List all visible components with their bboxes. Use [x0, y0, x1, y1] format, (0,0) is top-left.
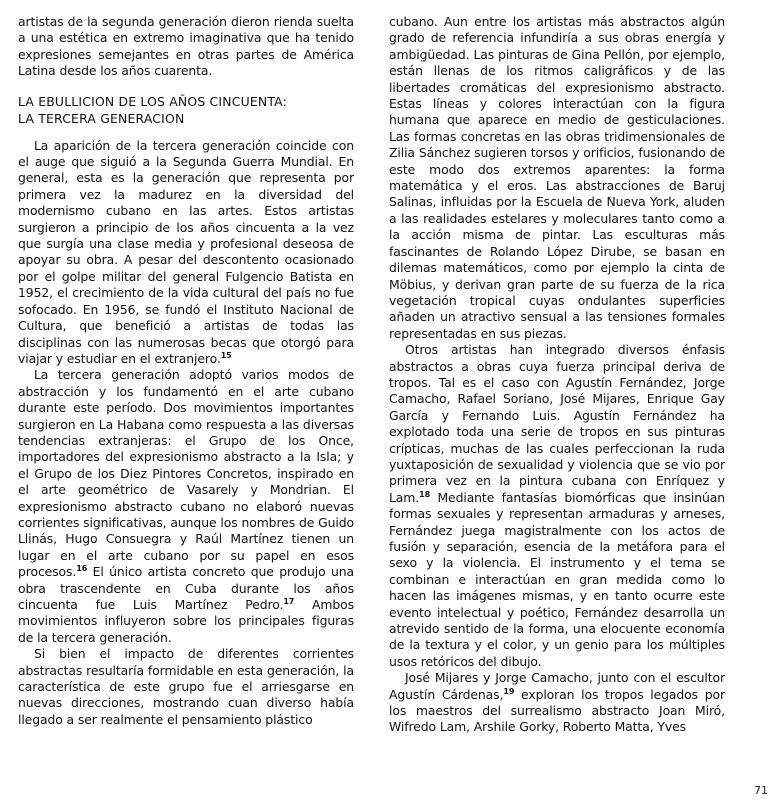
- paragraph: [18, 138, 354, 368]
- paragraph-text: cubano. Aun entre los artistas más abstractos algún grado de referencia infundiría a sus obras energía y ambigüedad. Las pinturas de Gina Pellón, por ejemplo, están llenas de los ritmos caligráficos y de las libertades cromáticas del expresionismo abstracto. Estas líneas y colores interactúan con la figura humana que aparece en medio de gesticulaciones. Las formas concretas en las obras tridimensionales de Zilia Sánchez sugieren torsos y orificios, fusionando de este modo dos extremos aparentes: la forma matemática y el eros. Las abstracciones de Baruj Salinas, influidas por la Escuela de Nueva York, aluden a las realidades estelares y moleculares tanto como a la acción misma de pintar. Las esculturas más fascinantes de Rolando López Dirube, se basan en dilemas matemáticos, como por ejemplo la cinta de Möbius, y derivan gran parte de su fuerza de la rica vegetación tropical cuyas ondulantes superficies añaden un atractivo sensual a las tensiones formales representadas en sus piezas.: [389, 14, 725, 341]
- paragraph-text: José Mijares y Jorge Camacho, junto con el escultor Agustín Cárdenas,: [389, 670, 725, 702]
- paragraph: [389, 14, 725, 342]
- page-number: 71: [754, 784, 768, 797]
- paragraph-text: Ambos movimientos influyeron sobre los principales figuras de la tercera generación.: [18, 597, 354, 645]
- intro-paragraph: artistas de la segunda generación dieron rienda suelta a una estética en extremo imaginativa que ha tenido expresiones semejantes en otras partes de América Latina desde los años cuarenta.: [18, 14, 354, 79]
- left-column: [18, 14, 354, 728]
- paragraph-text: La aparición de la tercera generación coincide con el auge que siguió a la Segunda Guerra Mundial. En general, esta es la generación que representa por primera vez la madurez en la diversidad del modernismo cubano en las artes. Estos artistas surgieron a principio de los años cincuenta a la vez que surgía una clase media y profesional deseosa de apoyar su obra. A pesar del descontento ocasionado por el golpe militar del general Fulgencio Batista en 1952, el crecimiento de la vida cultural del país no fue sofocado. En 1956, se fundó el Instituto Nacional de Cultura, que benefició a artistas de todas las disciplinas con las numerosas becas que otorgó para viajar y estudiar en el extranjero.: [18, 137, 354, 366]
- footnote-ref[interactable]: 18: [419, 489, 431, 499]
- footnote-ref[interactable]: 16: [76, 564, 88, 574]
- paragraph: [389, 342, 725, 670]
- section-heading-line-1: LA EBULLICION DE LOS AÑOS CINCUENTA:: [18, 93, 287, 109]
- paragraph-text: Si bien el impacto de diferentes corrientes abstractas resultaría formidable en esta generación, la característica de este grupo fue el arriesgarse en nuevas direcciones, mostrando cuan diverso había llegado a ser realmente el pensamiento plástico: [18, 646, 354, 727]
- footnote-ref[interactable]: 15: [220, 350, 232, 360]
- paragraph-text: exploran los tropos legados por los maestros del surrealismo abstracto Joan Miró, Wifredo Lam, Arshile Gorky, Roberto Matta, Yves: [389, 686, 725, 735]
- section-heading-line-2: LA TERCERA GENERACION: [18, 110, 185, 126]
- paragraph-text: Otros artistas han integrado diversos énfasis abstractos a obras cuya fuerza principal deriva de tropos. Tal es el caso con Agustín Fernández, Jorge Camacho, Rafael Soriano, José Mijares, Enrique Gay García y Fernando Luis. Agustín Fernández ha explotado toda una serie de tropos en sus pinturas crípticas, muchas de las cuales perfeccionan la ruda yuxtaposición de sexualidad y violencia que se vio por primera vez en la pintura cubana con Enríquez y Lam.: [389, 342, 725, 505]
- footnote-ref[interactable]: 19: [503, 686, 515, 696]
- paragraph-text: Mediante fantasías biomórficas que insinúan formas sexuales y representan armaduras y arneses, Fernández juega magistralmente con los actos de fusión y separación, esencia de la metáfora para el sexo y la violencia. El instrumento y el tema se combinan e interactúan en gran medida como lo hacen las imágenes mismas, y en tanto ocurre este evento intelectual y poético, Fernández desarrolla un atrevido sentido de la forma, una elocuente economía de la textura y el color, y un genio para los múltiples usos retóricos del dibujo.: [389, 489, 725, 669]
- section-heading: [18, 93, 354, 127]
- footnote-ref[interactable]: 17: [283, 597, 295, 606]
- paragraph-text: El único artista concreto que produjo una obra trascendente en Cuba durante los años cincuenta fue Luis Martínez Pedro.: [18, 564, 354, 612]
- paragraph: [18, 367, 354, 646]
- right-column: [389, 14, 725, 736]
- paragraph: [389, 670, 725, 736]
- paragraph-text: La tercera generación adoptó varios modos de abstracción y los fundamentó en el arte cubano durante este período. Dos movimientos importantes surgieron en La Habana como respuesta a las diversas tendencias extranjeras: el Grupo de los Once, importadores del expresionismo abstracto a la Isla; y el Grupo de los Diez Pintores Concretos, inspirado en el arte geométrico de Vasarely y Mondrian. El expresionismo abstracto cubano no elaboró nuevas corrientes significativas, aunque los nombres de Guido Llinás, Hugo Consuegra y Raúl Martínez tienen un lugar en el arte cubano por su papel en esos procesos.: [18, 367, 354, 580]
- paragraph: [18, 646, 354, 728]
